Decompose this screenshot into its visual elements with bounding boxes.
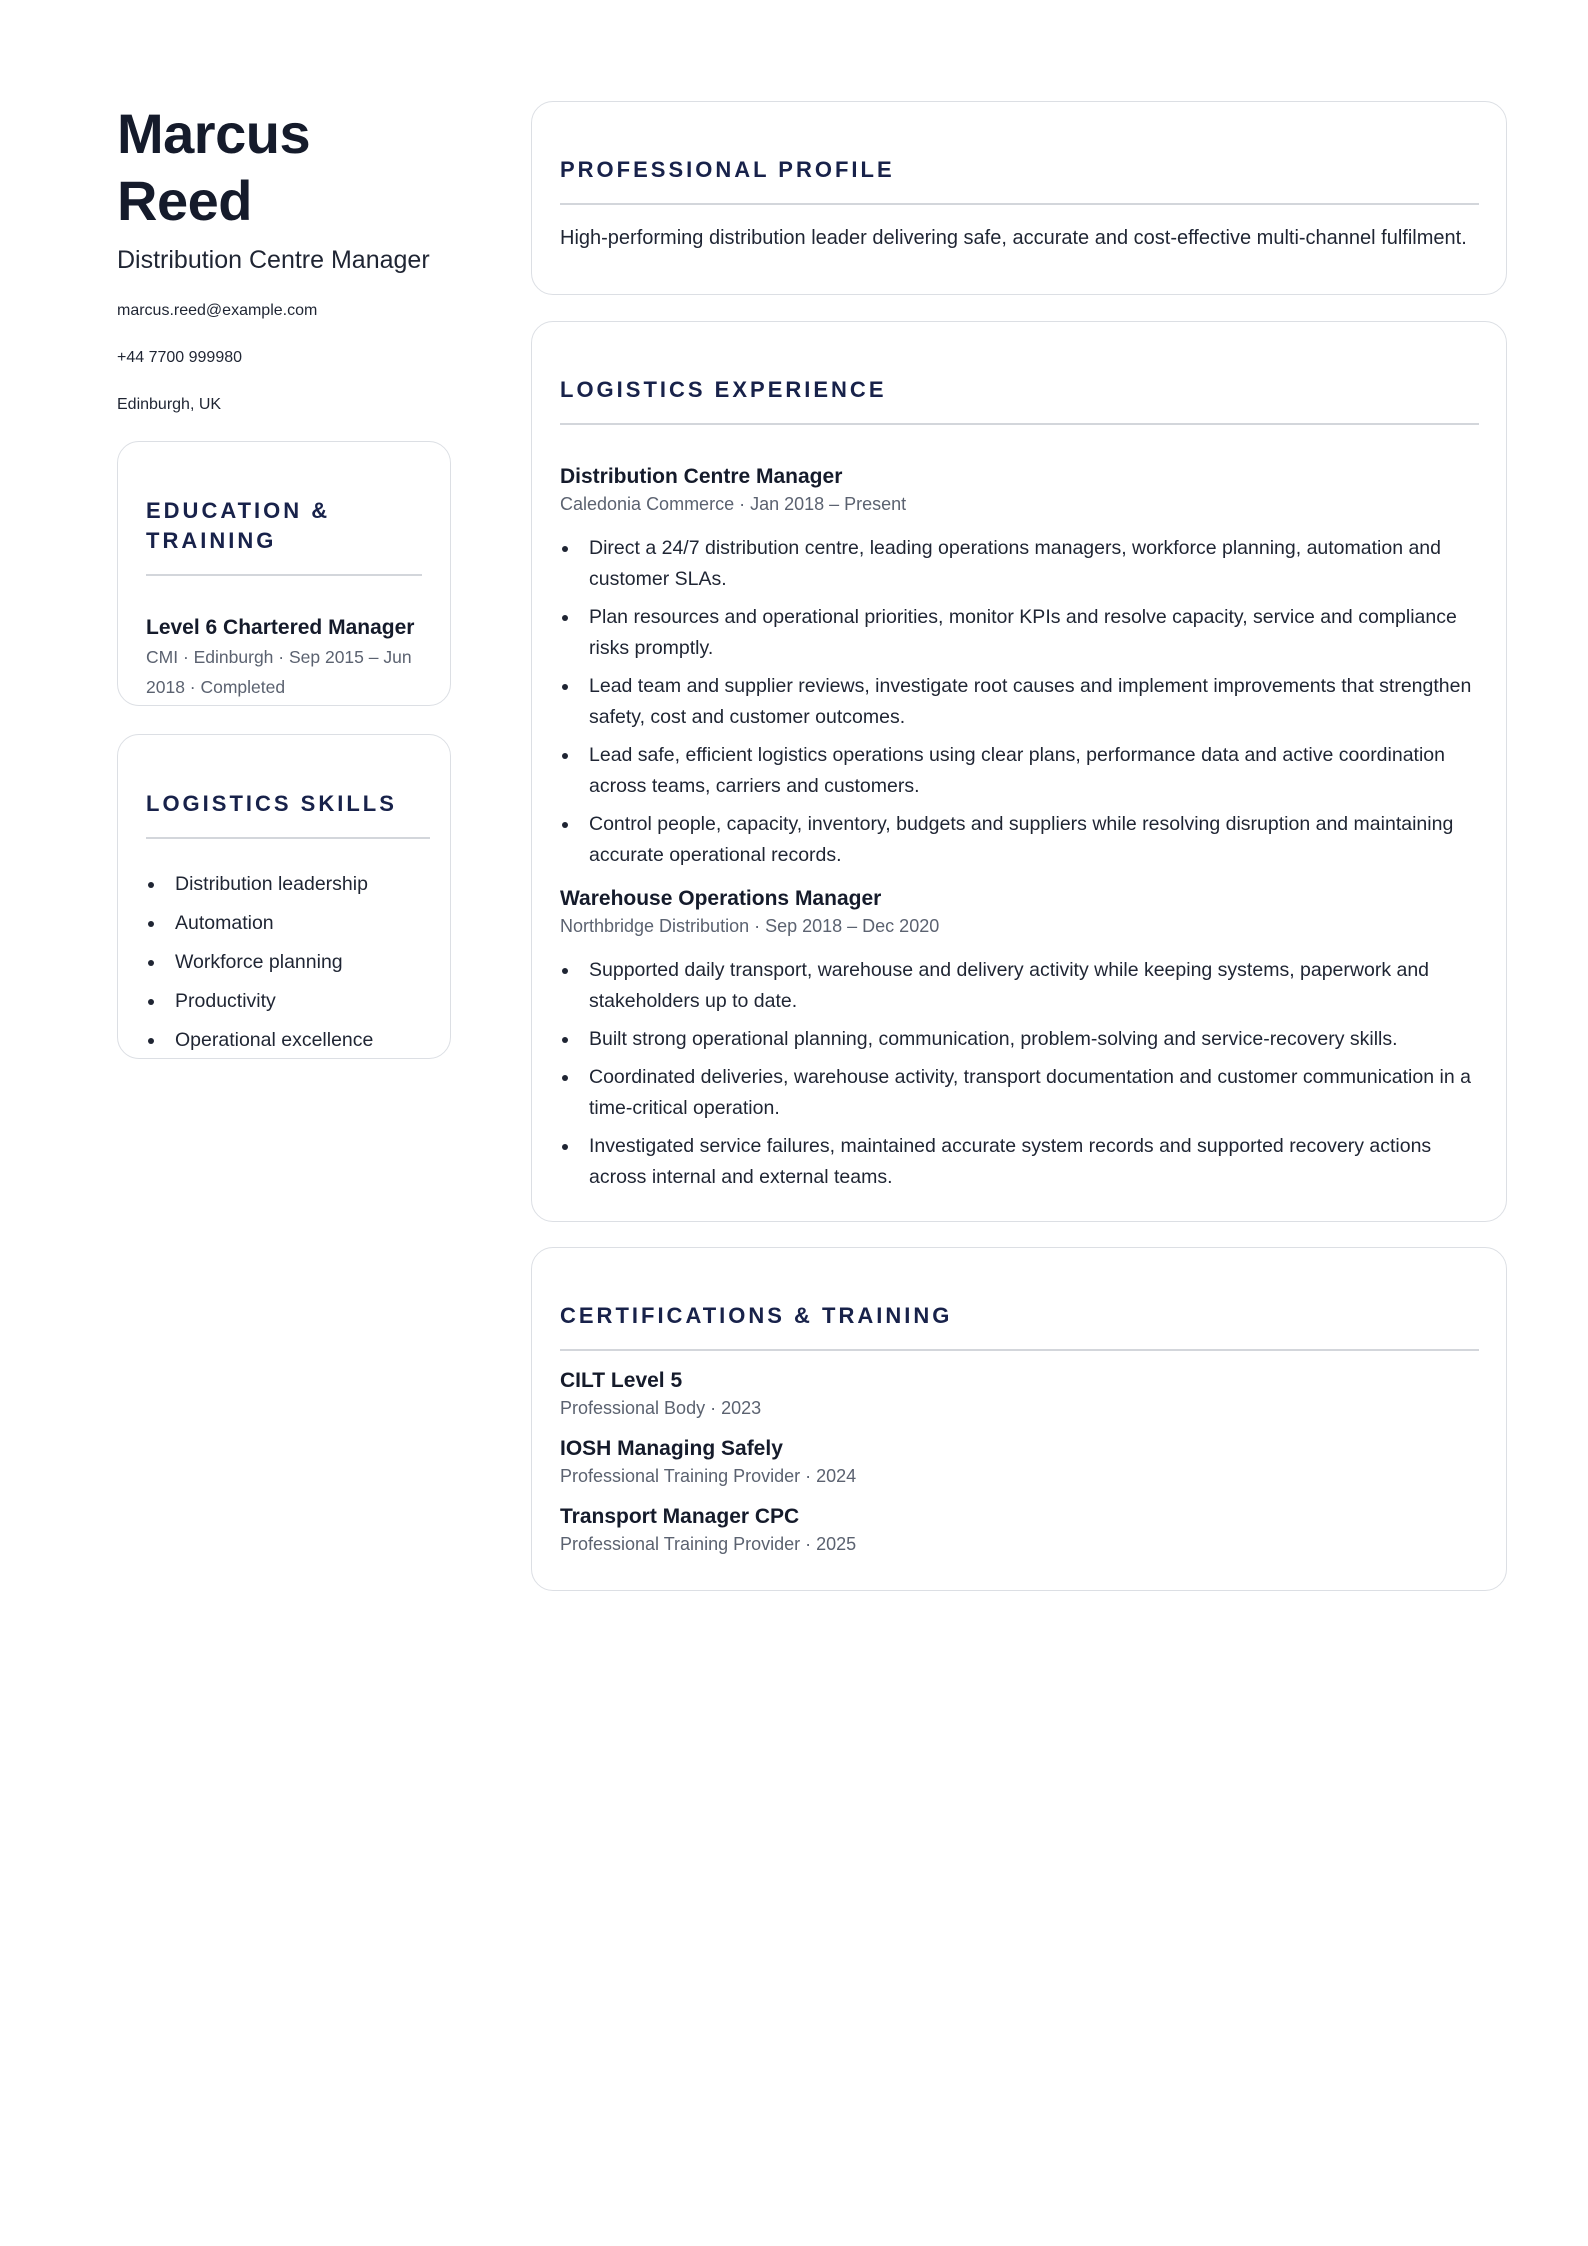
experience-card [531,321,1507,1222]
skill-item [146,947,430,986]
skill-label: Workforce planning [175,951,343,973]
contact-phone: +44 7700 999980 [117,348,243,366]
header-block [117,100,451,442]
bullet-icon [562,684,568,690]
job-bullets [560,533,1479,871]
job-employer-dates: Northbridge Distribution · Sep 2018 – Dec 2020 [560,916,940,936]
job-bullet [560,602,1479,664]
candidate-role: Distribution Centre Manager [117,246,430,275]
certification-entry [560,1367,1479,1421]
job-bullets [560,955,1479,1193]
job-bullet-text: Control people, capacity, inventory, budgets and suppliers while resolving disruption and maintaining accurate operational records. [589,813,1454,866]
bullet-icon [148,999,154,1005]
section-divider [560,1349,1479,1351]
job-entry [560,463,1479,871]
job-bullet-text: Lead team and supplier reviews, investigate root causes and implement improvements that strengthen safety, cost and customer outcomes. [589,675,1472,728]
bullet-icon [562,1144,568,1150]
skills-card [117,734,451,1059]
bullet-icon [148,960,154,966]
experience-section-title: LOGISTICS EXPERIENCE [560,377,887,402]
bullet-icon [562,615,568,621]
job-bullet-text: Investigated service failures, maintained accurate system records and supported recovery actions across internal and external teams. [589,1135,1432,1188]
education-entry-details: CMI · Edinburgh · Sep 2015 – Jun 2018 · Completed [146,647,412,697]
bullet-icon [562,968,568,974]
certification-title: IOSH Managing Safely [560,1437,783,1460]
skill-label: Operational excellence [175,1029,374,1051]
skill-label: Distribution leadership [175,873,368,895]
job-bullet [560,955,1479,1017]
skill-label: Automation [175,912,274,934]
bullet-icon [562,1075,568,1081]
job-bullet [560,1024,1479,1055]
job-bullet [560,671,1479,733]
job-bullet [560,1062,1479,1124]
contact-location: Edinburgh, UK [117,395,222,413]
job-bullet [560,1131,1479,1193]
skill-item [146,869,430,908]
certification-entry [560,1435,1479,1489]
job-employer-dates: Caledonia Commerce · Jan 2018 – Present [560,494,907,514]
job-bullet-text: Supported daily transport, warehouse and delivery activity while keeping systems, paperwork and stakeholders up to date. [589,959,1430,1012]
section-divider [560,203,1479,205]
job-bullet-text: Direct a 24/7 distribution centre, leading operations managers, workforce planning, automation and customer SLAs. [589,537,1442,590]
skill-item [146,986,430,1025]
job-title: Warehouse Operations Manager [560,887,882,910]
job-bullet [560,533,1479,595]
certification-details: Professional Body · 2023 [560,1398,762,1418]
certification-entry [560,1503,1479,1557]
skills-list [146,869,430,1064]
job-bullet [560,809,1479,871]
certification-details: Professional Training Provider · 2024 [560,1466,857,1486]
certifications-section-title: CERTIFICATIONS & TRAINING [560,1303,953,1328]
certifications-card [531,1247,1507,1591]
job-bullet-text: Lead safe, efficient logistics operations using clear plans, performance data and active coordination across teams, carriers and customers. [589,744,1445,797]
bullet-icon [562,1037,568,1043]
job-entry [560,885,1479,1193]
bullet-icon [148,882,154,888]
profile-card [531,101,1507,295]
bullet-icon [562,753,568,759]
education-entry-title: Level 6 Chartered Manager [146,616,415,639]
job-title: Distribution Centre Manager [560,465,843,488]
certification-title: Transport Manager CPC [560,1505,800,1528]
certification-title: CILT Level 5 [560,1369,683,1392]
bullet-icon [148,1038,154,1044]
certification-details: Professional Training Provider · 2025 [560,1534,857,1554]
bullet-icon [148,921,154,927]
bullet-icon [562,822,568,828]
candidate-name: Marcus Reed [117,102,311,233]
bullet-icon [562,546,568,552]
skill-label: Productivity [175,990,276,1012]
section-divider [146,574,422,576]
job-bullet-text: Built strong operational planning, communication, problem-solving and service-recovery skills. [589,1028,1398,1050]
profile-summary: High-performing distribution leader delivering safe, accurate and cost-effective multi-channel fulfilment. [560,227,1467,249]
profile-section-title: PROFESSIONAL PROFILE [560,157,895,182]
skill-item [146,908,430,947]
job-bullet [560,740,1479,802]
section-divider [560,423,1479,425]
education-section-title: EDUCATION & TRAINING [146,498,331,553]
job-bullet-text: Coordinated deliveries, warehouse activity, transport documentation and customer communication in a time-critical operation. [589,1066,1471,1119]
contact-email: marcus.reed@example.com [117,301,318,319]
skill-item [146,1025,430,1064]
education-card [117,441,451,706]
section-divider [146,837,430,839]
contact-list [117,301,451,442]
skills-section-title: LOGISTICS SKILLS [146,791,397,816]
job-bullet-text: Plan resources and operational priorities, monitor KPIs and resolve capacity, service and compliance risks promptly. [589,606,1457,659]
